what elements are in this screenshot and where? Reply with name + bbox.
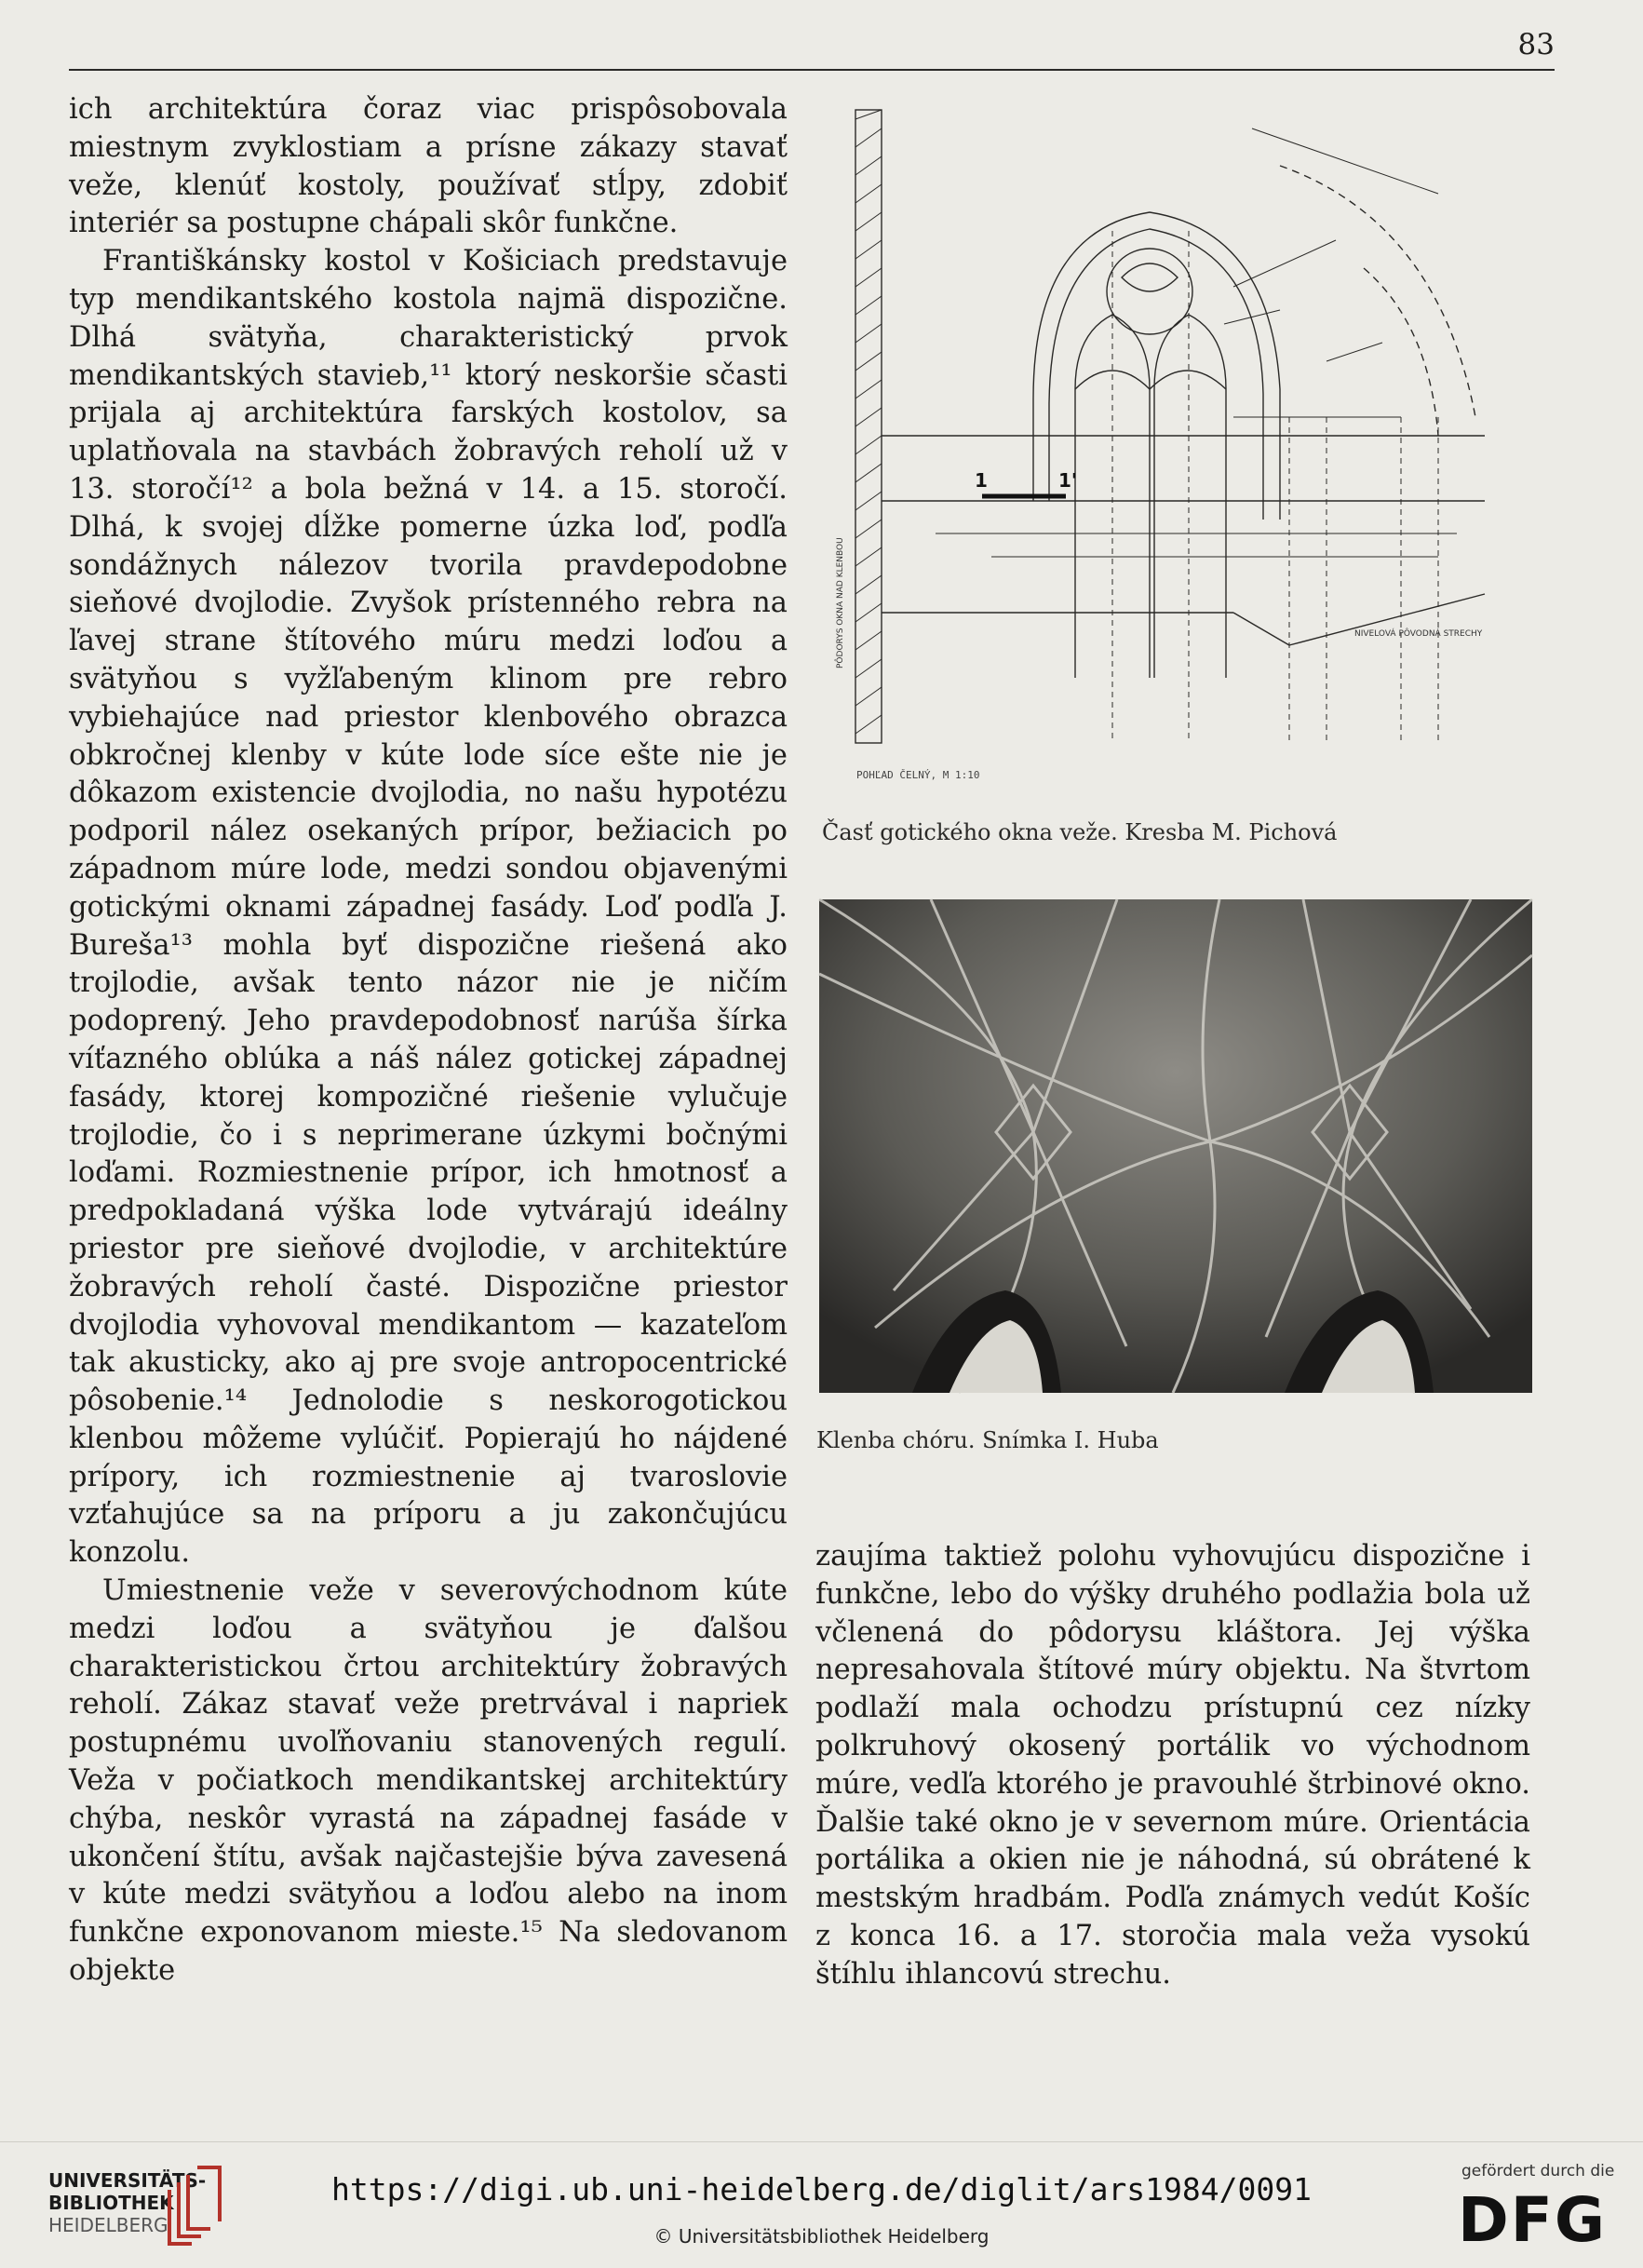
library-name-line: UNIVERSITÄTS- <box>48 2169 207 2192</box>
library-name-line: BIBLIOTHEK <box>48 2192 174 2214</box>
header-rule <box>69 69 1555 71</box>
drawing-caption: Časť gotického okna veže. Kresba M. Pichová <box>822 819 1338 845</box>
footer-rule <box>0 2141 1643 2142</box>
copyright-notice: © Universitätsbibliothek Heidelberg <box>653 2225 990 2248</box>
page-number: 83 <box>1517 28 1555 61</box>
section-marker-1: 1 <box>975 469 988 492</box>
paragraph: Františkánsky kostol v Košiciach predstavuje typ mendikantského kostola najmä dispozične. Dlhá svätyňa, charakteristický prvok mendikantských stavieb,¹¹ ktorý neskoršie sčasti prijala aj architektúra farských kostolov, sa uplatňovala na stavbách žobravých reholí už v 13. storočí¹² a bola bežná v 14. a 15. storočí. Dlhá, k svojej dĺžke pomerne úzka loď, podľa sondážnych nálezov tvorila pravdepodobne sieňové dvojlodie. Zvyšok prístenného rebra na ľavej strane štítového múru medzi loďou a svätyňou s vyžľabeným klinom pre rebro vybiehajúce nad priestor klenbového obrazca obkročnej klenby v kúte lode síce ešte nie je dôkazom existencie dvojlodia, no našu hypotézu podporil nález osekaných prípor, bežiacich po západnom múre lode, medzi sondou objavenými gotickými oknami západnej fasády. Loď podľa J. Bureša¹³ mohla byť dispozične riešená ako trojlodie, avšak tento názor nie je ničím podoprený. Jeho pravdepodobnosť narúša šírka víťazného oblúka a náš nález gotickej západnej fasády, ktorej kompozičné riešenie vylučuje trojlodie, čo i s neprimerane úzkymi bočnými loďami. Rozmiestnenie prípor, ich hmotnosť a predpokladaná výška lode vytvárajú ideálny priestor pre sieňové dvojlodie, v architektúre žobravých reholí časté. Dispozične priestor dvojlodia vyhovoval mendikantom — kazateľom tak akusticky, ako aj pre svoje antropocentrické pôsobenie.¹⁴ Jednolodie s neskorogotickou klenbou môžeme vylúčiť. Popierajú ho nájdené prípory, ich rozmiestnenie aj tvaroslovie vzťahujúce sa na príporu a ju zakončujúcu konzolu. <box>69 245 788 1570</box>
vault-photograph <box>819 899 1532 1393</box>
library-name-line: HEIDELBERG <box>48 2214 168 2236</box>
source-url-link[interactable]: https://digi.ub.uni-heidelberg.de/diglit/ars1984/0091 <box>331 2171 1312 2207</box>
side-label: PÔDORYS OKNA NAD KLENBOU <box>836 537 845 668</box>
section-marker-1-prime: 1' <box>1058 469 1078 492</box>
drawing-view-label: POHĽAD ČELNÝ, M 1:10 <box>856 769 980 781</box>
gothic-window-drawing <box>836 110 1555 780</box>
paragraph: zaujíma taktiež polohu vyhovujúcu dispozične i funkčne, lebo do výšky druhého podlažia bola už včlenená do pôdorysu kláštora. Jej výška nepresahovala štítové múry objektu. Na štvrtom podlaží mala ochodzu prístupnú cez nízky polkruhový okosený portálik vo východnom múre, vedľa ktorého je pravouhlé štrbinové okno. Ďalšie také okno je v severnom múre. Orientácia portálika a okien nie je náhodná, sú obrátené k mestským hradbám. Podľa známych vedút Košíc z konca 16. a 17. storočia mala veža vysokú štíhlu ihlancovú strechu. <box>815 1540 1530 1991</box>
left-text-column <box>69 91 788 1991</box>
funding-note: gefördert durch die <box>1461 2162 1615 2180</box>
paragraph: Umiestnenie veže v severovýchodnom kúte medzi loďou a svätyňou je ďalšou charakteristickou črtou architektúry žobravých reholí. Zákaz stavať veže pretrvával i napriek postupnému uvoľňovaniu stanovených regulí. Veža v počiatkoch mendikantskej architektúry chýba, neskôr vyrastá na západnej fasáde v ukončení štítu, avšak najčastejšie býva zavesená v kúte medzi svätyňou a loďou alebo na inom funkčne exponovanom mieste.¹⁵ Na sledovanom objekte <box>69 1574 788 1988</box>
photo-caption: Klenba chóru. Snímka I. Huba <box>816 1427 1159 1453</box>
paragraph: ich architektúra čoraz viac prispôsobovala miestnym zvyklostiam a prísne zákazy stavať veže, klenúť kostoly, používať stĺpy, zdobiť interiér sa postupne chápali skôr funkčne. <box>69 93 788 240</box>
dfg-logo: DFG <box>1458 2184 1608 2256</box>
roof-label: NIVELOVÁ PÔVODNÁ STRECHY <box>1354 629 1483 639</box>
right-text-column <box>815 1538 1530 1994</box>
